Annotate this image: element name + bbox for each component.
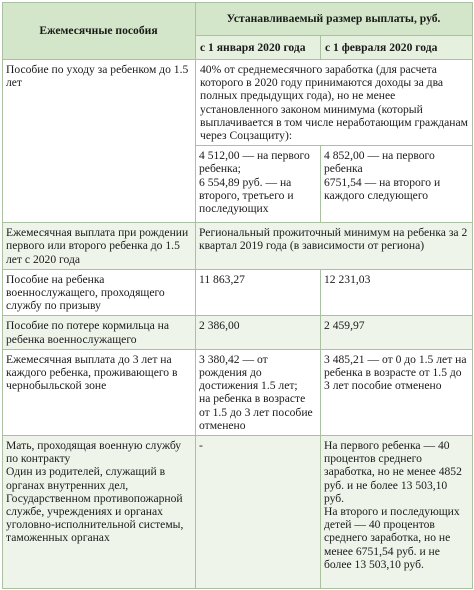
- table-row: [3, 223, 473, 270]
- row-jan-value: 4 512,00 — на первого ребенка; 6 554,89 руб. — на второго, третьего и последующих: [196, 146, 321, 223]
- row-name: Ежемесячная выплата до 3 лет на каждого ребенка, проживающего в чернобыльской зоне: [3, 349, 196, 435]
- row-name: Ежемесячная выплата при рождении первого или второго ребенка до 1.5 лет с 2020 года: [3, 223, 196, 270]
- row-feb-value: На первого ребенка — 40 процентов среднего заработка, но не менее 4852 руб. и не более 13 503,10 руб. На второго и последующих детей — 40 процентов среднего заработка, но не менее 6751,54 руб. и не более 13 503,10 руб.: [321, 436, 473, 589]
- benefits-table: [2, 2, 473, 589]
- row-jan-value: 11 863,27: [196, 269, 321, 316]
- row-name: Пособие на ребенка военнослужащего, проходящего службу по призыву: [3, 269, 196, 316]
- table-row: [3, 436, 473, 589]
- header-feb: с 1 февраля 2020 года: [321, 36, 473, 60]
- header-benefit: Ежемесячные пособия: [3, 3, 196, 60]
- row-jan-value: -: [196, 436, 321, 589]
- row-feb-value: 2 459,97: [321, 316, 473, 349]
- row-name: Мать, проходящая военную службу по контракту Один из родителей, служащий в органах внутренних дел, Государственном противопожарной службе, учреждениях и органах уголовно-исполнительной системы, таможенных органах: [3, 436, 196, 589]
- row-name: Пособие по уходу за ребенком до 1.5 лет: [3, 60, 196, 223]
- row-jan-value: 3 380,42 — от рождения до достижения 1.5 лет; на ребенка в возрасте от 1.5 до 3 лет пособие отменено: [196, 349, 321, 435]
- header-row: [3, 3, 473, 36]
- table-row: [3, 349, 473, 435]
- row-feb-value: 4 852,00 — на первого ребенка 6751,54 — на второго и каждого следующего: [321, 146, 473, 223]
- table-row: [3, 316, 473, 349]
- row-jan-value: 2 386,00: [196, 316, 321, 349]
- row-merged-value: Региональный прожиточный минимум на ребенка за 2 квартал 2019 года (в зависимости от региона): [196, 223, 473, 270]
- row-name: Пособие по потере кормильца на ребенка военнослужащего: [3, 316, 196, 349]
- table-row: [3, 60, 473, 146]
- header-amount: Устанавливаемый размер выплаты, руб.: [196, 3, 473, 36]
- table-row: [3, 269, 473, 316]
- row-feb-value: 12 231,03: [321, 269, 473, 316]
- row-feb-value: 3 485,21 — от 0 до 1.5 лет на ребенка в возрасте от 1.5 до 3 лет пособие отменено: [321, 349, 473, 435]
- row-merged-value: 40% от среднемесячного заработка (для расчета которого в 2020 году принимаются доходы за два полных предыдущих года), но не менее установленного законом минимума (который выплачивается в том числе неработающим гражданам через Соцзащиту):: [196, 60, 473, 146]
- header-jan: с 1 января 2020 года: [196, 36, 321, 60]
